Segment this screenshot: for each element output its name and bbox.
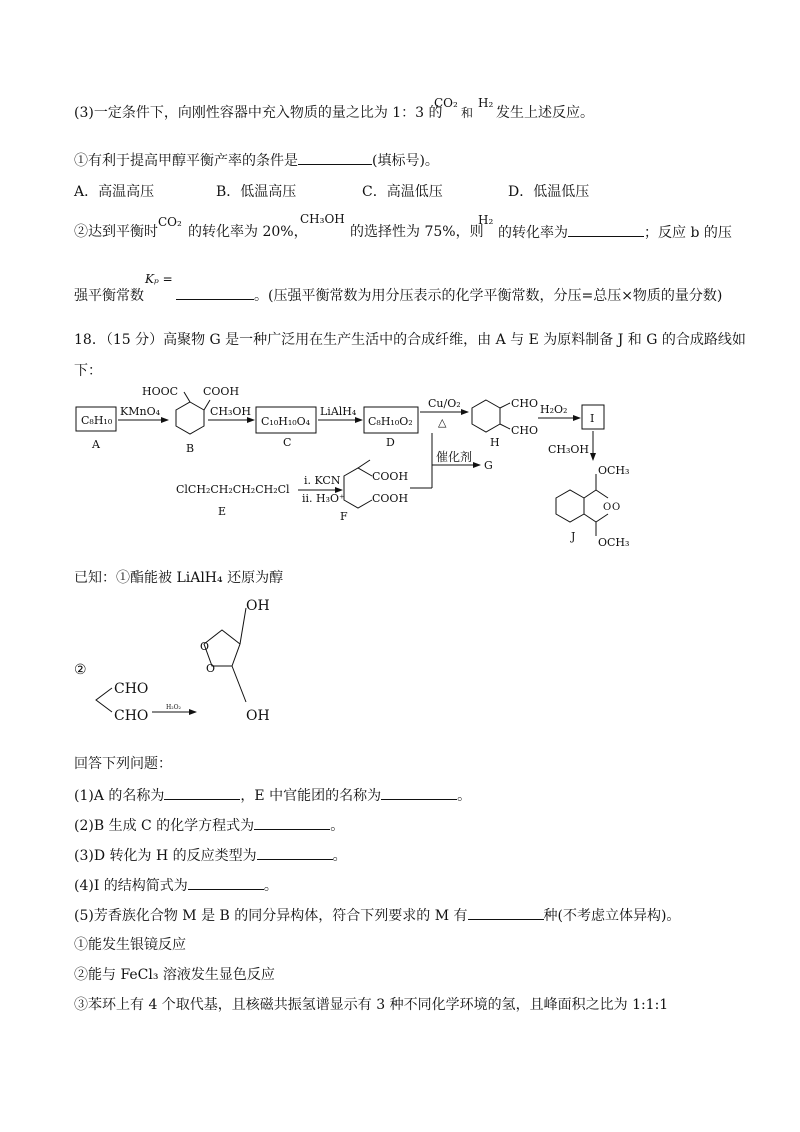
- reagent-kmno4: KMnO₄: [120, 405, 160, 418]
- q18-intro-1: 18．（15 分）高聚物 G 是一种广泛用在生产生活中的合成纤维，由 A 与 E 为原料制备 J 和 G 的合成路线如: [74, 332, 746, 348]
- co2-formula: CO₂: [434, 96, 458, 110]
- q18-q5-a: (5)芳香族化合物 M 是 B 的同分异构体，符合下列要求的 M 有: [74, 908, 468, 924]
- svg-text:O: O: [603, 502, 612, 513]
- option-b: B．低温高压: [216, 184, 297, 200]
- compound-f-label: F: [340, 510, 348, 523]
- known-2-marker: ②: [74, 662, 87, 678]
- compound-h-cho-1: CHO: [511, 397, 539, 410]
- known-2-reaction: [0, 590, 320, 730]
- compound-j-label: J: [571, 530, 576, 543]
- compound-c-formula: C₁₀H₁₀O₄: [261, 415, 311, 428]
- q18-q5-b: 种(不考虑立体异构)。: [543, 908, 681, 924]
- option-d: D．低温低压: [508, 184, 590, 200]
- reagent-catalyst: 催化剂: [436, 450, 473, 464]
- known-oh-1: OH: [246, 598, 270, 614]
- q18-q3-b: 。: [332, 848, 347, 864]
- reagent-heat: △: [438, 416, 447, 429]
- compound-b-cooh-left: HOOC: [142, 385, 179, 398]
- answer-blank[interactable]: [257, 845, 333, 860]
- known-cho-1: CHO: [114, 681, 149, 697]
- compound-d-formula: C₈H₁₀O₂: [368, 415, 413, 428]
- compound-e-formula: ClCH₂CH₂CH₂CH₂Cl: [176, 483, 290, 496]
- compound-h-cho-2: CHO: [511, 424, 539, 437]
- q17-q2-d-text: 的转化率为: [498, 225, 568, 241]
- compound-f-cooh-2: COOH: [372, 492, 409, 505]
- q18-q1-b: ，E 中官能团的名称为: [240, 788, 382, 804]
- answer-blank[interactable]: [164, 785, 240, 800]
- compound-d-label: D: [386, 436, 395, 449]
- q17-q1-post: (填标号)。: [372, 153, 439, 169]
- known-reagent-h2o2: H₂O₂: [166, 704, 181, 711]
- h2-formula: H₂: [478, 96, 494, 110]
- q18-q1-a: (1)A 的名称为: [74, 788, 165, 804]
- answer-blank[interactable]: [568, 222, 644, 237]
- h2-formula-2: H₂: [478, 213, 494, 227]
- compound-j-och3-bottom: OCH₃: [598, 536, 630, 549]
- condition-3: ③苯环上有 4 个取代基，且核磁共振氢谱显示有 3 种不同化学环境的氢，且峰面积之比为 1:1:1: [74, 997, 669, 1013]
- kp-symbol: Kₚ =: [145, 272, 173, 286]
- q18-q2-b: 。: [330, 818, 345, 834]
- q17-q2-b: 的转化率为 20%，: [188, 224, 308, 240]
- synthesis-scheme: [0, 380, 800, 560]
- answer-blank[interactable]: [176, 285, 254, 300]
- q17-q2-e-text: ；反应 b 的压: [644, 225, 732, 241]
- reagent-ch3oh: CH₃OH: [210, 405, 252, 418]
- q18-q1: [74, 785, 471, 806]
- q17-q2-c: 的选择性为 75%，则: [350, 224, 484, 240]
- answer-title: 回答下列问题：: [74, 756, 172, 772]
- ch3oh-formula: CH₃OH: [300, 212, 345, 226]
- answer-blank[interactable]: [468, 905, 544, 920]
- q18-q3: [74, 845, 347, 866]
- compound-j-och3-top: OCH₃: [598, 464, 630, 477]
- compound-a-label: A: [92, 438, 100, 451]
- q17-q1-line: [74, 150, 439, 171]
- q17-part3-line: [74, 103, 443, 123]
- q17-part3-post: 发生上述反应。: [496, 105, 594, 121]
- q17-q2-f-text: 强平衡常数: [74, 288, 144, 304]
- option-a: A．高温高压: [74, 184, 155, 200]
- q18-q2: [74, 815, 344, 836]
- compound-a-formula: C₈H₁₀: [81, 414, 113, 427]
- reagent-lialh4: LiAlH₄: [320, 405, 357, 418]
- co2-formula-2: CO₂: [158, 215, 182, 229]
- compound-e-label: E: [218, 505, 227, 518]
- compound-b-cooh-right: COOH: [203, 385, 240, 398]
- reagent-kcn: i. KCN: [304, 474, 341, 487]
- reagent-cu-o2: Cu/O₂: [428, 397, 461, 410]
- q17-part3-text: (3)一定条件下，向刚性容器中充入物质的量之比为 1：3 的: [74, 105, 443, 121]
- known-cho-2: CHO: [114, 708, 149, 724]
- compound-h-label: H: [490, 436, 500, 449]
- product-g-label: G: [484, 459, 493, 472]
- q17-q1-text: ①有利于提高甲醇平衡产率的条件是: [74, 153, 298, 169]
- answer-blank[interactable]: [381, 785, 457, 800]
- and-word: 和: [461, 106, 474, 120]
- q18-q4-a: (4)I 的结构简式为: [74, 878, 188, 894]
- reagent-ch3oh-2: CH₃OH: [548, 443, 590, 456]
- answer-blank[interactable]: [298, 150, 372, 165]
- q18-q4: [74, 875, 278, 896]
- known-1: 已知：①酯能被 LiAlH₄ 还原为醇: [74, 570, 284, 586]
- q18-q4-b: 。: [263, 878, 278, 894]
- compound-i-label: I: [590, 412, 595, 425]
- answer-blank[interactable]: [254, 815, 330, 830]
- compound-f-cooh-1: COOH: [372, 470, 409, 483]
- svg-text:O: O: [200, 640, 210, 653]
- q18-q2-a: (2)B 生成 C 的化学方程式为: [74, 818, 255, 834]
- q17-q2-g-text: 。(压强平衡常数为用分压表示的化学平衡常数，分压=总压×物质的量分数): [254, 288, 723, 304]
- compound-c-label: C: [283, 436, 292, 449]
- condition-1: ①能发生银镜反应: [74, 937, 186, 953]
- compound-b-label: B: [186, 442, 195, 455]
- svg-text:O: O: [206, 662, 216, 675]
- reagent-h3o: ii. H₃O⁺: [302, 492, 345, 505]
- q18-q3-a: (3)D 转化为 H 的反应类型为: [74, 848, 257, 864]
- q17-q2-f-line: [74, 285, 722, 306]
- q18-q1-c: 。: [457, 788, 472, 804]
- answer-blank[interactable]: [188, 875, 264, 890]
- known-oh-2: OH: [246, 708, 270, 724]
- q17-q2-d: [498, 222, 732, 243]
- q18-intro-2: 下：: [74, 363, 102, 379]
- condition-2: ②能与 FeCl₃ 溶液发生显色反应: [74, 967, 275, 983]
- q18-q5: [74, 905, 680, 926]
- q17-q2-a: ②达到平衡时: [74, 224, 158, 240]
- svg-text:O: O: [612, 502, 621, 513]
- option-c: C．高温低压: [362, 184, 443, 200]
- reagent-h2o2: H₂O₂: [540, 403, 568, 416]
